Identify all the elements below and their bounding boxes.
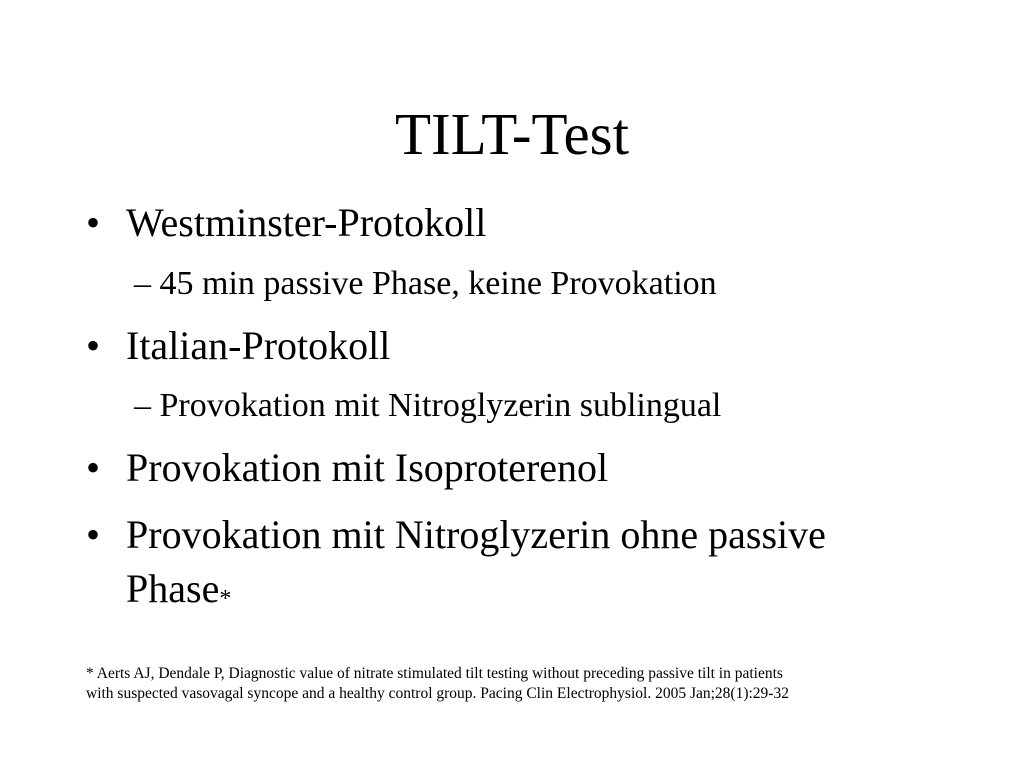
bullet-marker: • [86, 200, 101, 245]
bullet-westminster-protokoll: Westminster-Protokoll [126, 200, 487, 245]
footnote-line-2: with suspected vasovagal syncope and a healthy control group. Pacing Clin Electrophysiol. 2005 Jan;28(1):29-32 [86, 685, 789, 702]
bullet-line-1: Provokation mit Nitroglyzerin ohne passive [126, 512, 826, 557]
bullet-continuation [126, 565, 986, 623]
footnote-line-1: * Aerts AJ, Dendale P, Diagnostic value of nitrate stimulated tilt testing without preceding passive tilt in patients [86, 665, 783, 682]
footnote-marker: * [219, 586, 232, 612]
bullet-marker: • [86, 323, 101, 368]
sub-bullet-nitroglyzerin-sublingual: – Provokation mit Nitroglyzerin sublingual [134, 387, 722, 424]
bullet-line-2: Phase [126, 566, 220, 611]
footnote-citation [86, 664, 986, 704]
sub-bullet-passive-phase: – 45 min passive Phase, keine Provokation [134, 265, 717, 302]
bullet-marker: • [86, 445, 101, 490]
bullet-nitroglyzerin-ohne-passive-phase [126, 511, 986, 559]
slide-title: TILT-Test [394, 101, 630, 167]
bullet-marker: • [86, 512, 101, 557]
bullet-isoproterenol: Provokation mit Isoproterenol [126, 445, 609, 490]
bullet-italian-protokoll: Italian-Protokoll [126, 323, 391, 368]
